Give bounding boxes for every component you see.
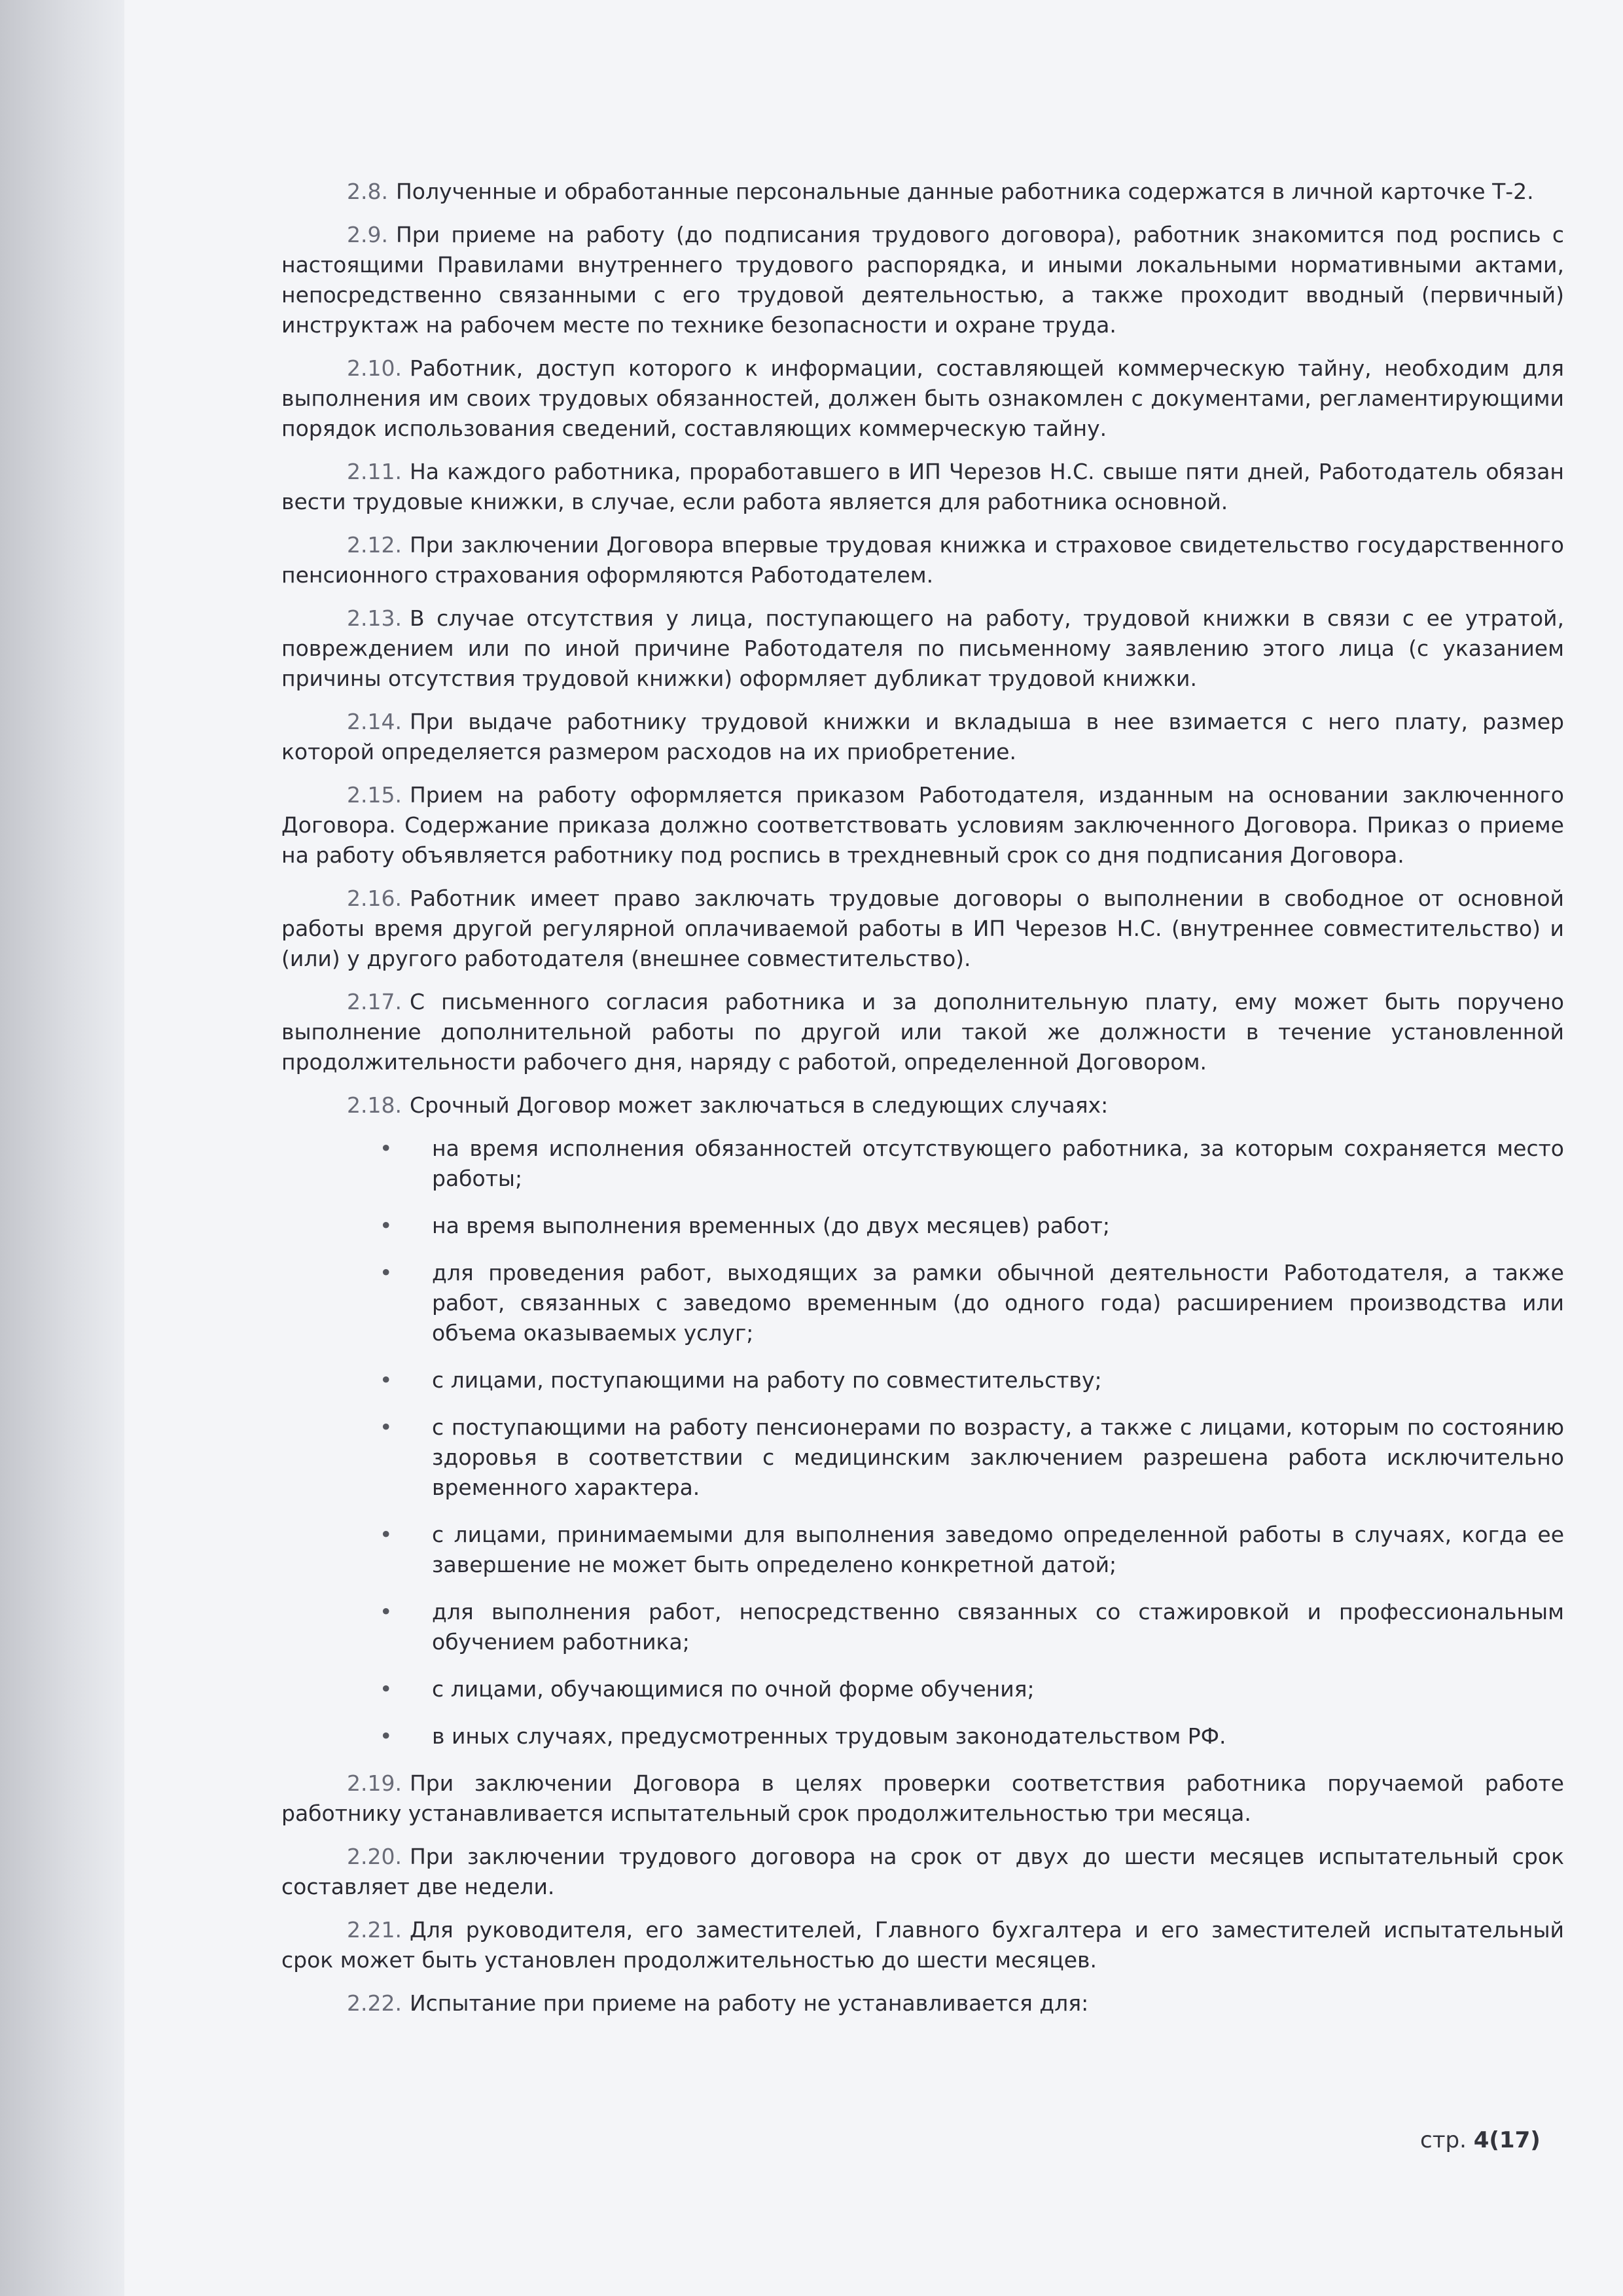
- list-item: [380, 1412, 1564, 1503]
- page-number-prefix: стр.: [1420, 2127, 1467, 2153]
- list-item-text: с лицами, принимаемыми для выполнения заведомо определенной работы в случаях, когда ее завершение не может быть определено конкретной датой;: [432, 1522, 1564, 1577]
- clause-2-22: [281, 1988, 1564, 2018]
- clause-text: В случае отсутствия у лица, поступающего на работу, трудовой книжки в связи с ее утратой, повреждением или по иной причине Работодателя по письменному заявлению этого лица (с указанием причины отсутствия трудовой книжки) оформляет дубликат трудовой книжки.: [281, 605, 1564, 691]
- clause-2-10: [281, 353, 1564, 444]
- document-body: [281, 177, 1564, 2032]
- list-item: [380, 1134, 1564, 1194]
- list-item: [380, 1520, 1564, 1580]
- list-item-text: на время выполнения временных (до двух месяцев) работ;: [432, 1213, 1110, 1238]
- clause-number: 2.13.: [347, 605, 402, 631]
- list-item-text: для проведения работ, выходящих за рамки обычной деятельности Работодателя, а также работ, связанных с заведомо временным (до одного года) расширением производства или объема оказываемых услуг;: [432, 1260, 1564, 1346]
- list-item: [380, 1597, 1564, 1657]
- clause-text: Прием на работу оформляется приказом Работодателя, изданным на основании заключенного Договора. Содержание приказа должно соответствовать условиям заключенного Договора. Приказ о приеме на работу объявляется работнику под роспись в трехдневный срок со дня подписания Договора.: [281, 782, 1564, 868]
- list-item: [380, 1365, 1564, 1395]
- bullet-icon: •: [380, 1260, 393, 1285]
- clause-text: При заключении Договора впервые трудовая книжка и страховое свидетельство государственного пенсионного страхования оформляются Работодателем.: [281, 532, 1564, 588]
- bullet-icon: •: [380, 1522, 393, 1547]
- clause-number: 2.9.: [347, 222, 388, 247]
- clause-number: 2.15.: [347, 782, 402, 808]
- clause-text: На каждого работника, проработавшего в ИП Черезов Н.С. свыше пяти дней, Работодатель обязан вести трудовые книжки, в случае, если работа является для работника основной.: [281, 459, 1564, 514]
- clause-text: С письменного согласия работника и за дополнительную плату, ему может быть поручено выполнение дополнительной работы по другой или такой же должности в течение установленной продолжительности рабочего дня, наряду с работой, определенной Договором.: [281, 989, 1564, 1075]
- clause-text: Срочный Договор может заключаться в следующих случаях:: [409, 1092, 1109, 1118]
- bullet-icon: •: [380, 1723, 393, 1749]
- clause-text: Испытание при приеме на работу не устанавливается для:: [409, 1990, 1089, 2016]
- clause-2-19: [281, 1768, 1564, 1829]
- clause-2-18: [281, 1090, 1564, 1121]
- fixed-term-cases-list: [281, 1134, 1564, 1751]
- clause-number: 2.8.: [347, 179, 388, 204]
- clause-text: При приеме на работу (до подписания трудового договора), работник знакомится под роспись с настоящими Правилами внутреннего трудового распорядка, и иными локальными нормативными актами, непосредственно связанными с его трудовой деятельностью, а также проходит вводный (первичный) инструктаж на рабочем месте по технике безопасности и охране труда.: [281, 222, 1564, 338]
- clause-number: 2.14.: [347, 709, 402, 734]
- clause-text: При выдаче работнику трудовой книжки и вкладыша в нее взимается с него плату, размер которой определяется размером расходов на их приобретение.: [281, 709, 1564, 764]
- clause-2-12: [281, 530, 1564, 590]
- clause-text: Работник имеет право заключать трудовые договоры о выполнении в свободное от основной работы время другой регулярной оплачиваемой работы в ИП Черезов Н.С. (внутреннее совместительство) и (или) у другого работодателя (внешнее совместительство).: [281, 886, 1564, 971]
- clause-text: Работник, доступ которого к информации, составляющей коммерческую тайну, необходим для выполнения им своих трудовых обязанностей, должен быть ознакомлен с документами, регламентирующими порядок использования сведений, составляющих коммерческую тайну.: [281, 355, 1564, 441]
- clause-number: 2.18.: [347, 1092, 402, 1118]
- bullet-icon: •: [380, 1136, 393, 1161]
- page-number: [1420, 2127, 1541, 2153]
- clause-text: Для руководителя, его заместителей, Главного бухгалтера и его заместителей испытательный срок может быть установлен продолжительностью до шести месяцев.: [281, 1917, 1564, 1973]
- clause-number: 2.19.: [347, 1770, 402, 1796]
- clause-number: 2.11.: [347, 459, 402, 484]
- bullet-icon: •: [380, 1414, 393, 1440]
- list-item: [380, 1721, 1564, 1751]
- scan-shadow: [0, 0, 131, 2296]
- page-number-current: 4: [1473, 2127, 1489, 2153]
- page-number-total: (17): [1489, 2127, 1541, 2153]
- clause-text: Полученные и обработанные персональные данные работника содержатся в личной карточке Т-2.: [395, 179, 1534, 204]
- clause-number: 2.17.: [347, 989, 402, 1014]
- clause-2-14: [281, 707, 1564, 767]
- clause-2-16: [281, 884, 1564, 974]
- clause-2-13: [281, 603, 1564, 694]
- bullet-icon: •: [380, 1367, 393, 1393]
- list-item: [380, 1258, 1564, 1348]
- list-item-text: на время исполнения обязанностей отсутствующего работника, за которым сохраняется место работы;: [432, 1136, 1564, 1191]
- bullet-icon: •: [380, 1599, 393, 1624]
- bullet-icon: •: [380, 1676, 393, 1702]
- clause-2-8: [281, 177, 1564, 207]
- clause-2-15: [281, 780, 1564, 870]
- list-item-text: в иных случаях, предусмотренных трудовым законодательством РФ.: [432, 1723, 1226, 1749]
- list-item: [380, 1674, 1564, 1704]
- clause-2-20: [281, 1842, 1564, 1902]
- document-page: [124, 0, 1623, 2296]
- clause-number: 2.21.: [347, 1917, 402, 1943]
- clause-number: 2.22.: [347, 1990, 402, 2016]
- clause-number: 2.16.: [347, 886, 402, 911]
- list-item-text: для выполнения работ, непосредственно связанных со стажировкой и профессиональным обучением работника;: [432, 1599, 1564, 1655]
- clause-2-21: [281, 1915, 1564, 1975]
- clause-number: 2.12.: [347, 532, 402, 558]
- clause-text: При заключении трудового договора на срок от двух до шести месяцев испытательный срок составляет две недели.: [281, 1844, 1564, 1899]
- list-item-text: с лицами, обучающимися по очной форме обучения;: [432, 1676, 1035, 1702]
- clause-2-11: [281, 457, 1564, 517]
- clause-2-9: [281, 220, 1564, 340]
- clause-number: 2.20.: [347, 1844, 402, 1869]
- bullet-icon: •: [380, 1213, 393, 1238]
- clause-text: При заключении Договора в целях проверки соответствия работника поручаемой работе работнику устанавливается испытательный срок продолжительностью три месяца.: [281, 1770, 1564, 1826]
- list-item-text: с лицами, поступающими на работу по совместительству;: [432, 1367, 1102, 1393]
- list-item-text: с поступающими на работу пенсионерами по возрасту, а также с лицами, которым по состоянию здоровья в соответствии с медицинским заключением разрешена работа исключительно временного характера.: [432, 1414, 1564, 1500]
- clause-number: 2.10.: [347, 355, 402, 381]
- list-item: [380, 1211, 1564, 1241]
- clause-2-17: [281, 987, 1564, 1077]
